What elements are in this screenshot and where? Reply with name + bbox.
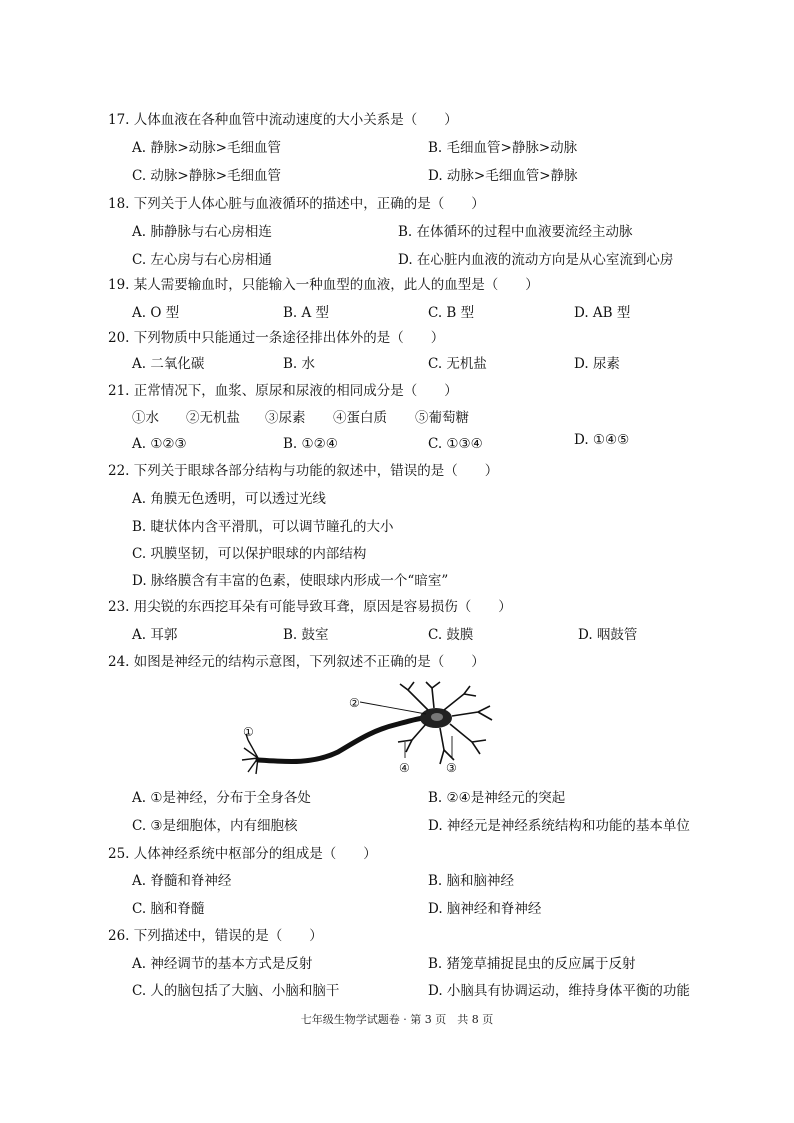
question-23-stem: 23. 用尖锐的东西挖耳朵有可能导致耳聋，原因是容易损伤（ ） <box>108 599 512 615</box>
question-20-option-d: D. 尿素 <box>574 356 620 372</box>
question-23-option-c: C. 鼓膜 <box>428 627 474 643</box>
axon-terminal <box>242 734 258 774</box>
question-26-option-d: D. 小脑具有协调运动，维持身体平衡的功能 <box>428 983 690 999</box>
question-26-option-b: B. 猪笼草捕捉昆虫的反应属于反射 <box>428 956 636 972</box>
question-21-option-d: D. ①④⑤ <box>574 432 630 448</box>
question-17-stem: 17. 人体血液在各种血管中流动速度的大小关系是（ ） <box>108 112 458 128</box>
question-22-stem: 22. 下列关于眼球各部分结构与功能的叙述中，错误的是（ ） <box>108 463 499 479</box>
question-21-substance-2: ②无机盐 <box>186 410 240 426</box>
question-24-option-c: C. ③是细胞体，内有细胞核 <box>132 818 298 834</box>
question-19-option-b: B. A 型 <box>283 305 330 321</box>
question-18-option-c: C. 左心房与右心房相通 <box>132 252 272 268</box>
question-21-stem: 21. 正常情况下，血浆、原尿和尿液的相同成分是（ ） <box>108 383 458 399</box>
question-25-option-b: B. 脑和脑神经 <box>428 873 515 889</box>
question-24-option-d: D. 神经元是神经系统结构和功能的基本单位 <box>428 818 690 834</box>
question-25-option-d: D. 脑神经和脊神经 <box>428 901 542 917</box>
question-21-substance-1: ①水 <box>132 410 159 426</box>
question-24-stem: 24. 如图是神经元的结构示意图，下列叙述不正确的是（ ） <box>108 654 485 670</box>
page-footer: 七年级生物学试题卷 · 第 3 页 共 8 页 <box>300 1013 494 1026</box>
question-25-option-c: C. 脑和脊髓 <box>132 901 205 917</box>
question-25-stem: 25. 人体神经系统中枢部分的组成是（ ） <box>108 846 377 862</box>
question-26-stem: 26. 下列描述中，错误的是（ ） <box>108 928 323 944</box>
question-19-option-c: C. B 型 <box>428 305 475 321</box>
question-24-option-b: B. ②④是神经元的突起 <box>428 790 566 806</box>
question-20-stem: 20. 下列物质中只能通过一条途径排出体外的是（ ） <box>108 330 445 346</box>
question-20-option-c: C. 无机盐 <box>428 356 487 372</box>
question-21-option-a: A. ①②③ <box>132 436 187 452</box>
axon <box>258 718 426 762</box>
question-23-option-a: A. 耳郭 <box>132 627 178 643</box>
nucleus <box>431 713 443 721</box>
label-3: ③ <box>446 761 457 775</box>
question-18-option-b: B. 在体循环的过程中血液要流经主动脉 <box>398 224 633 240</box>
question-19-option-a: A. O 型 <box>132 305 180 321</box>
question-19-stem: 19. 某人需要输血时，只能输入一种血型的血液，此人的血型是（ ） <box>108 277 539 293</box>
question-21-option-b: B. ①②④ <box>283 436 338 452</box>
question-21-option-c: C. ①③④ <box>428 436 483 452</box>
question-25-option-a: A. 脊髓和脊神经 <box>132 873 232 889</box>
question-19-option-d: D. AB 型 <box>574 305 631 321</box>
label-4: ④ <box>399 761 410 775</box>
question-24-option-a: A. ①是神经，分布于全身各处 <box>132 790 311 806</box>
question-26-option-c: C. 人的脑包括了大脑、小脑和脑干 <box>132 983 340 999</box>
question-17-option-b: B. 毛细血管>静脉>动脉 <box>428 140 578 156</box>
question-21-substance-3: ③尿素 <box>265 410 306 426</box>
question-18-stem: 18. 下列关于人体心脏与血液循环的描述中，正确的是（ ） <box>108 196 485 212</box>
question-26-option-a: A. 神经调节的基本方式是反射 <box>132 956 313 972</box>
question-22-option-a: A. 角膜无色透明，可以透过光线 <box>132 491 326 507</box>
label-2: ② <box>349 696 360 710</box>
question-20-option-a: A. 二氧化碳 <box>132 356 205 372</box>
question-22-option-b: B. 睫状体内含平滑肌，可以调节瞳孔的大小 <box>132 519 394 535</box>
question-18-option-d: D. 在心脏内血液的流动方向是从心室流到心房 <box>398 252 674 268</box>
neuron-diagram <box>208 680 508 780</box>
question-18-option-a: A. 肺静脉与右心房相连 <box>132 224 272 240</box>
question-17-option-a: A. 静脉>动脉>毛细血管 <box>132 140 281 156</box>
question-17-option-c: C. 动脉>静脉>毛细血管 <box>132 168 282 184</box>
question-21-substance-4: ④蛋白质 <box>333 410 387 426</box>
question-22-option-d: D. 脉络膜含有丰富的色素，使眼球内形成一个“暗室” <box>132 573 449 589</box>
label-1: ① <box>243 725 254 739</box>
question-20-option-b: B. 水 <box>283 356 316 372</box>
question-23-option-b: B. 鼓室 <box>283 627 329 643</box>
question-22-option-c: C. 巩膜坚韧，可以保护眼球的内部结构 <box>132 546 367 562</box>
question-23-option-d: D. 咽鼓管 <box>578 627 638 643</box>
question-21-substance-5: ⑤葡萄糖 <box>415 410 469 426</box>
question-17-option-d: D. 动脉>毛细血管>静脉 <box>428 168 578 184</box>
